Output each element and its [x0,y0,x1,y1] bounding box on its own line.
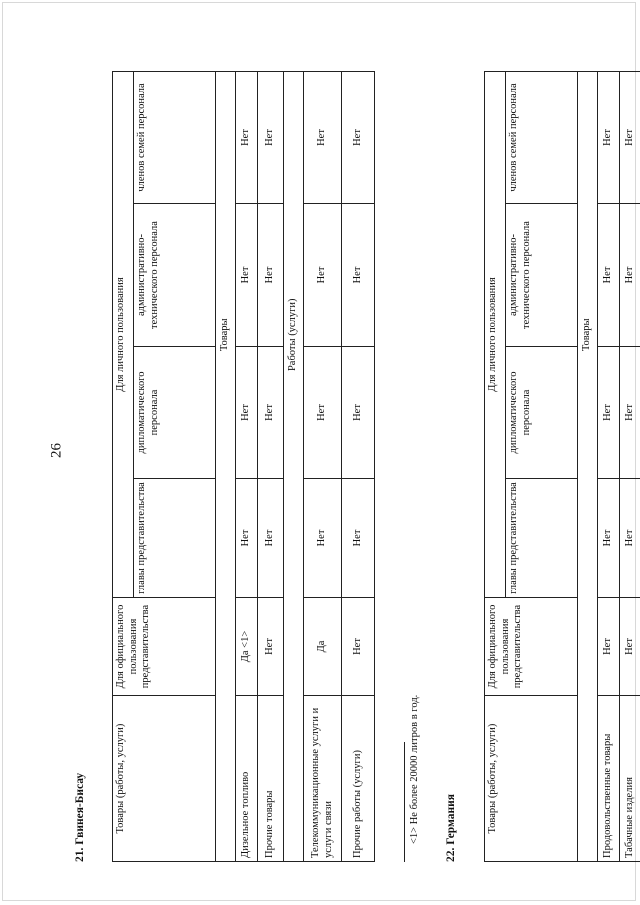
row-admin: Нет [620,204,640,347]
row-head: Нет [304,479,342,598]
row-admin: Нет [236,204,258,347]
header-diplomatic: дипломатического персонала [506,347,578,479]
table-row [258,72,284,862]
section-title-guinea-bissau: 21. Гвинея-Бисау [74,772,86,862]
rotated-content [72,42,636,862]
table-guinea-bissau [112,71,375,862]
row-head: Нет [598,479,620,598]
header-admin: административно-технического персонала [506,204,578,347]
row-official: Нет [598,598,620,696]
header-diplomatic: дипломатического персонала [134,347,216,479]
row-diplomatic: Нет [598,347,620,479]
row-official: Нет [620,598,640,696]
header-goods: Товары (работы, услуги) [485,696,578,862]
row-diplomatic: Нет [620,347,640,479]
row-item: Продовольственные товары [598,696,620,862]
row-admin: Нет [258,204,284,347]
row-official: Да [304,598,342,696]
header-personal-use: Для личного пользования [113,72,134,598]
header-personal-use: Для личного пользования [485,72,506,598]
row-family: Нет [304,72,342,204]
footnote: <1> Не более 20000 литров в год. [409,694,420,844]
header-goods: Товары (работы, услуги) [113,696,216,862]
row-family: Нет [620,72,640,204]
row-official: Нет [342,598,375,696]
header-official-use: Для официального пользования представительства [485,598,578,696]
group-label-goods: Товары [578,72,598,598]
row-head: Нет [258,479,284,598]
footnote-rule [404,742,405,862]
page-number: 26 [48,443,65,458]
row-official: Нет [258,598,284,696]
row-admin: Нет [598,204,620,347]
table-row [620,72,640,862]
row-head: Нет [620,479,640,598]
row-family: Нет [598,72,620,204]
header-head: главы представительства [134,479,216,598]
table-row [304,72,342,862]
row-item: Прочие товары [258,696,284,862]
row-item: Прочие работы (услуги) [342,696,375,862]
row-family: Нет [258,72,284,204]
header-family: членов семей персонала [506,72,578,204]
row-diplomatic: Нет [342,347,375,479]
row-item: Дизельное топливо [236,696,258,862]
table-row [342,72,375,862]
table-germany [484,71,640,862]
row-official: Да <1> [236,598,258,696]
section-title-germany: 22. Германия [445,794,457,862]
row-diplomatic: Нет [236,347,258,479]
row-admin: Нет [342,204,375,347]
header-official-use: Для официального пользования представительства [113,598,216,696]
header-head: главы представительства [506,479,578,598]
table-row [598,72,620,862]
header-family: членов семей персонала [134,72,216,204]
row-item: Телекоммуникационные услуги и услуги связи [304,696,342,862]
group-label-goods: Товары [216,72,236,598]
row-admin: Нет [304,204,342,347]
row-item: Табачные изделия [620,696,640,862]
group-label-works: Работы (услуги) [284,72,304,598]
header-admin: административно-технического персонала [134,204,216,347]
table-row [236,72,258,862]
row-diplomatic: Нет [304,347,342,479]
row-head: Нет [236,479,258,598]
row-family: Нет [236,72,258,204]
row-head: Нет [342,479,375,598]
row-family: Нет [342,72,375,204]
row-diplomatic: Нет [258,347,284,479]
